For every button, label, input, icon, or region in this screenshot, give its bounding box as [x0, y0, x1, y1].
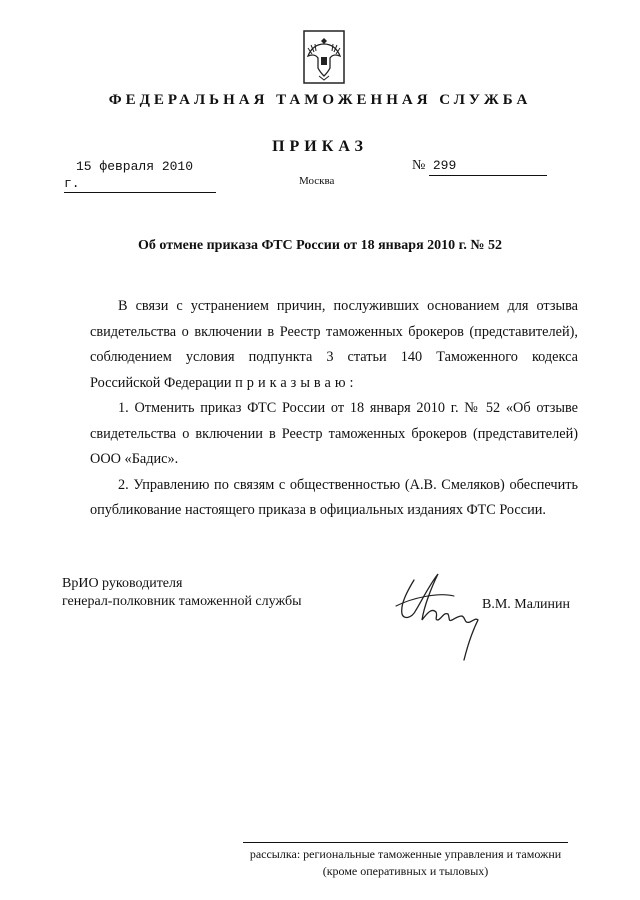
- order-word: приказываю:: [235, 374, 358, 391]
- org-name: ФЕДЕРАЛЬНАЯ ТАМОЖЕННАЯ СЛУЖБА: [108, 92, 532, 108]
- order-subject: Об отмене приказа ФТС России от 18 января 2010 г. № 52: [138, 238, 502, 253]
- order-number-field: [412, 157, 547, 176]
- signer-position-line2: генерал-полковник таможенной службы: [62, 594, 302, 609]
- order-item-1: 1. Отменить приказ ФТС России от 18 января 2010 г. № 52 «Об отзыве свидетельства о включении в Реестр таможенных брокеров (представителей) ООО «Бадис».: [90, 400, 578, 467]
- order-item-2: 2. Управлению по связям с общественностью (А.В. Смеляков) обеспечить опубликование настоящего приказа в официальных изданиях ФТС России.: [90, 476, 578, 518]
- signer-name: В.М. Малинин: [482, 597, 571, 612]
- order-number-label: №: [412, 158, 426, 173]
- distribution-line1: рассылка: региональные таможенные управления и таможни: [249, 847, 562, 861]
- distribution-line2: (кроме оперативных и тыловых): [322, 864, 489, 878]
- city: Москва: [299, 175, 335, 187]
- order-date: 15 февраля 2010 г.: [64, 159, 194, 191]
- signer-position-line1: ВрИО руководителя: [62, 576, 183, 591]
- distribution-divider: [243, 842, 568, 843]
- doc-type: ПРИКАЗ: [272, 138, 368, 155]
- preamble-paragraph: [90, 294, 578, 396]
- order-number: 299: [429, 157, 547, 176]
- signer-position: [62, 575, 301, 611]
- distribution-list: [243, 846, 568, 880]
- coat-of-arms-icon: [303, 30, 345, 84]
- order-date-field: [64, 158, 216, 193]
- handwritten-signature: [392, 562, 492, 662]
- order-body: [90, 294, 578, 524]
- preamble-text: В связи с устранением причин, послуживших основанием для отзыва свидетельства о включении в Реестр таможенных брокеров (представителей), соблюдением условия подпункта 3 статьи 140 Таможенного кодекса Российской Федерации: [90, 298, 578, 391]
